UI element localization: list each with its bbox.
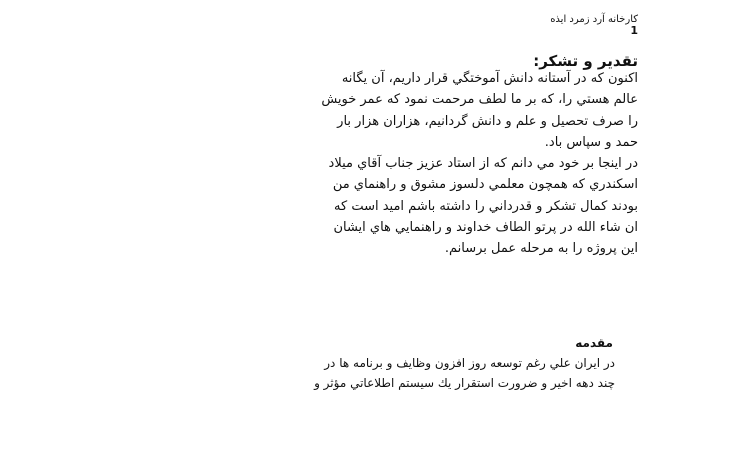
paragraph-line: را صرف تحصيل و علم و دانش گردانيم، هزاران هزار بار	[337, 113, 638, 129]
acknowledgement-paragraph-1	[98, 68, 638, 153]
paragraph-line: حمد و سپاس باد.	[544, 134, 638, 150]
paragraph-line: اكنون كه در آستانه دانش آموختگي قرار داريم، آن يگانه	[341, 71, 638, 86]
acknowledgement-body	[98, 68, 638, 260]
paragraph-line: اسكندري كه همچون معلمي دلسوز مشوق و راهنماي من	[332, 177, 638, 193]
acknowledgement-paragraph-2	[98, 153, 638, 259]
page-number: 1	[630, 24, 638, 37]
paragraph-line: اين پروژه را به مرحله عمل برسانم.	[444, 241, 638, 257]
acknowledgement-title: تقدير و تشكر:	[533, 52, 638, 70]
paragraph-line: ان شاء الله در پرتو الطاف خداوند و راهنمايي هاي ايشان	[333, 220, 638, 236]
page-header	[338, 14, 638, 36]
company-name: كارخانه آرد زمرد ايذه	[550, 14, 638, 25]
introduction-body	[95, 354, 615, 393]
paragraph-line: چند دهه اخير و ضرورت استقرار يك سيستم اطلاعاتي مؤثر و	[314, 375, 615, 390]
paragraph-line: بودند كمال تشكر و قدرداني را داشته باشم اميد است كه	[334, 198, 638, 214]
paragraph-line: عالم هستي را، كه بر ما لطف مرحمت نمود كه عمر خويش	[321, 92, 638, 108]
introduction-title: مقدمه	[575, 336, 613, 350]
paragraph-line: در ايران علي رغم توسعه روز افزون وظايف و برنامه ها در	[324, 356, 615, 370]
paragraph-line: در اينجا بر خود مي دانم كه از استاد عزيز جناب آقاي ميلاد	[328, 156, 638, 172]
